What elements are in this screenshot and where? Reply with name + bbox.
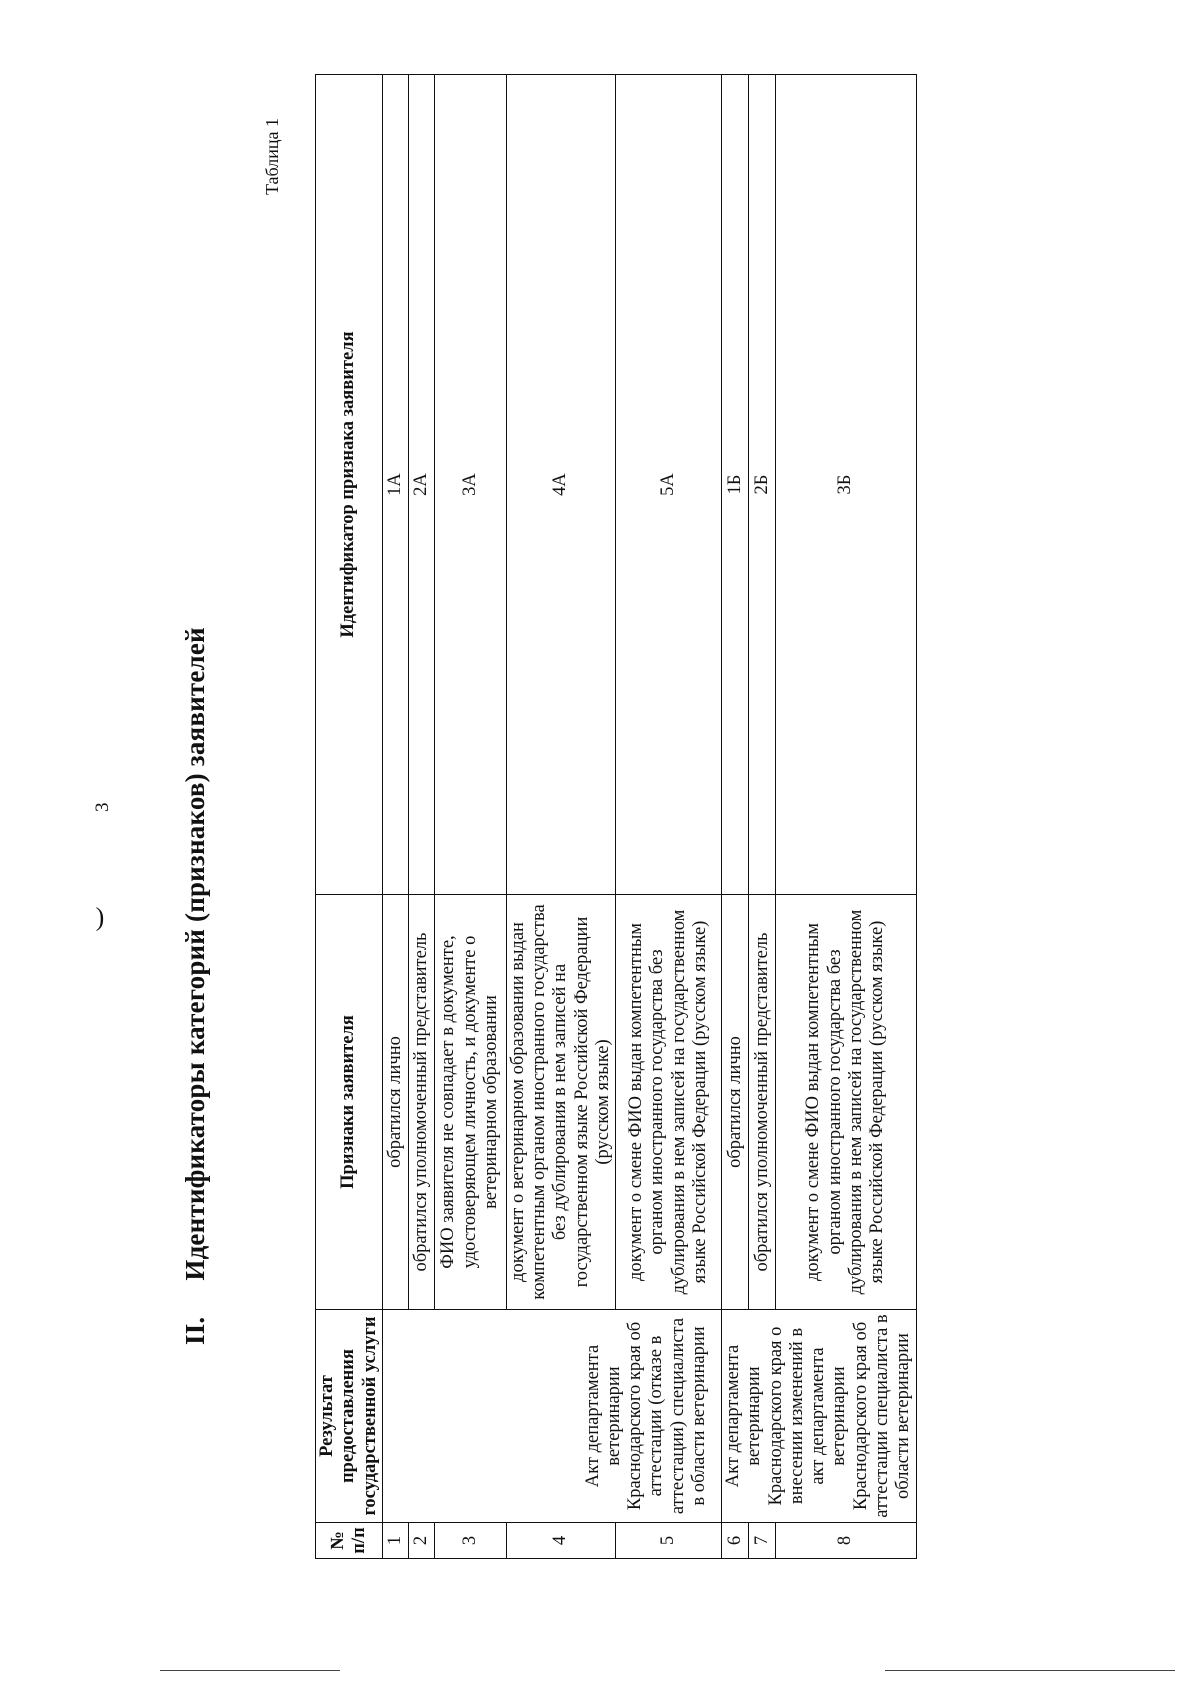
identifier-cell: 2А [408, 75, 434, 895]
applicant-categories-table [315, 74, 917, 1559]
sign-cell: обратился лично [382, 895, 408, 1310]
row-number: 3 [434, 1523, 506, 1559]
row-number: 2 [408, 1523, 434, 1559]
sign-cell: обратился уполномоченный представитель [749, 895, 776, 1310]
result-cell: Акт департамента ветеринарии Краснодарского края о внесении изменений в акт департамента ветеринарии Краснодарского края об аттестации специалиста в области ветеринарии [722, 1310, 916, 1523]
sign-cell: документ о ветеринарном образовании выдан компетентным органом иностранного государства без дублирования в нем записей на государственном языке Российской Федерации (русском языке) [506, 895, 615, 1310]
row-number: 4 [506, 1523, 615, 1559]
table-row [382, 75, 408, 1559]
identifier-cell: 1Б [722, 75, 749, 895]
scan-edge-line-left [160, 1670, 340, 1671]
section-heading [180, 627, 211, 1345]
identifier-cell: 4А [506, 75, 615, 895]
result-cell: Акт департамента ветеринарии Краснодарского края об аттестации (отказе в аттестации) специалиста в области ветеринарии [382, 1310, 721, 1523]
page-number: 3 [92, 802, 113, 812]
row-number: 8 [776, 1523, 916, 1559]
section-title: Идентификаторы категорий (признаков) заявителей [180, 627, 210, 1281]
row-number: 1 [382, 1523, 408, 1559]
sign-cell: документ о смене ФИО выдан компетентным органом иностранного государства без дублирования в нем записей на государственном языке Российской Федерации (русском языке) [616, 895, 722, 1310]
row-number: 5 [616, 1523, 722, 1559]
identifier-cell: 2Б [749, 75, 776, 895]
table-row [722, 75, 749, 1559]
table-caption: Таблица 1 [262, 118, 282, 195]
sign-cell: документ о смене ФИО выдан компетентным органом иностранного государства без дублирования в нем записей на государственном языке Российской Федерации (русском языке) [776, 895, 916, 1310]
identifier-cell: 3А [434, 75, 506, 895]
header-number: № п/п [316, 1523, 383, 1559]
table-header-row [316, 75, 383, 1559]
sign-cell: обратился лично [722, 895, 749, 1310]
handwritten-mark: ) [95, 902, 105, 932]
identifier-cell: 5А [616, 75, 722, 895]
sign-cell: ФИО заявителя не совпадает в документе, удостоверяющем личность, и документе о ветеринарном образовании [434, 895, 506, 1310]
row-number: 7 [749, 1523, 776, 1559]
header-identifier: Идентификатор признака заявителя [316, 75, 383, 895]
sign-cell: обратился уполномоченный представитель [408, 895, 434, 1310]
row-number: 6 [722, 1523, 749, 1559]
scan-edge-line-right [885, 1670, 1175, 1671]
identifier-cell: 3Б [776, 75, 916, 895]
identifier-cell: 1А [382, 75, 408, 895]
header-result: Результат предоставления государственной услуги [316, 1310, 383, 1523]
header-signs: Признаки заявителя [316, 895, 383, 1310]
section-number: II. [180, 1316, 210, 1345]
